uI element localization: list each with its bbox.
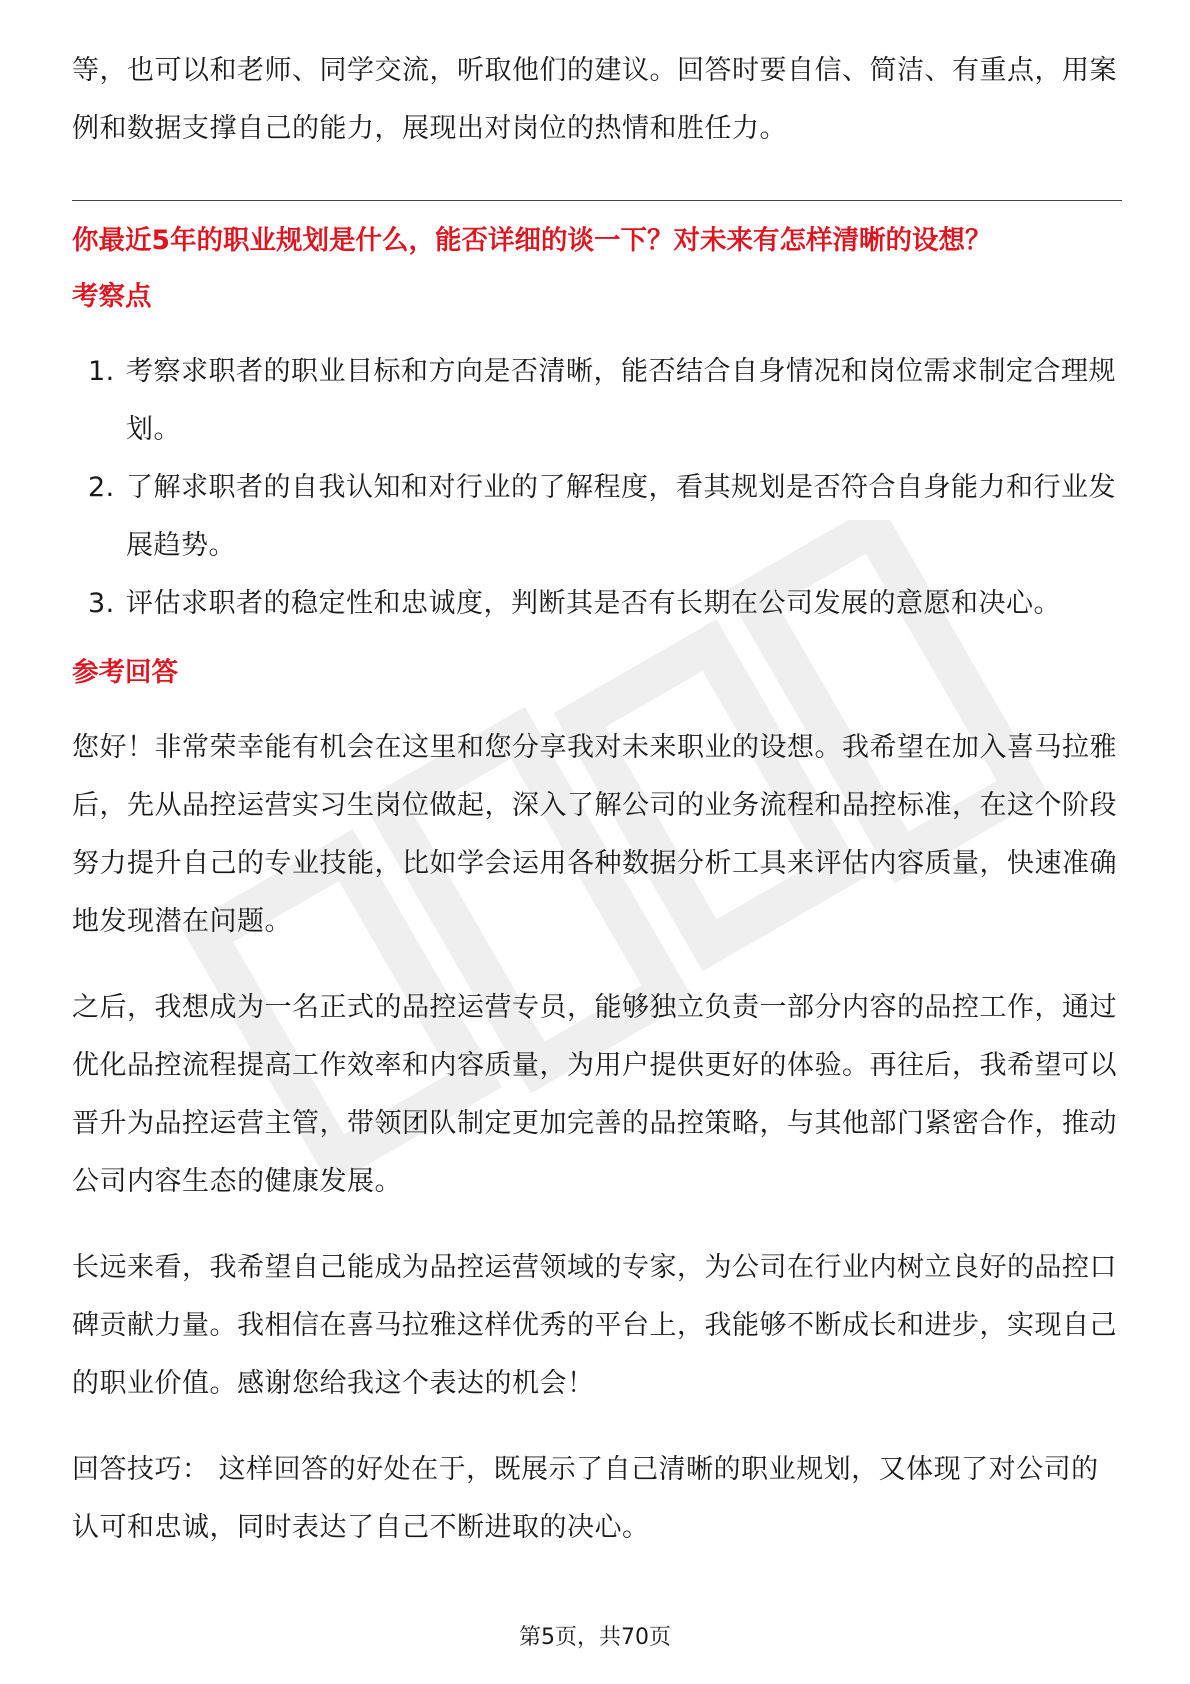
interview-question: 你最近5年的职业规划是什么，能否详细的谈一下？对未来有怎样清晰的设想？ [72, 225, 992, 256]
checkpoint-item [72, 343, 1122, 459]
checkpoint-item [72, 575, 1122, 633]
intro-paragraph: 等，也可以和老师、同学交流，听取他们的建议。回答时要自信、简洁、有重点，用案例和数据支撑自己的能力，展现出对岗位的热情和胜任力。 [72, 55, 1117, 144]
checkpoint-text: 评估求职者的稳定性和忠诚度，判断其是否有长期在公司发展的意愿和决心。 [126, 588, 1061, 619]
checkpoint-number: 3. [88, 588, 115, 619]
answer-paragraph: 您好！非常荣幸能有机会在这里和您分享我对未来职业的设想。我希望在加入喜马拉雅后，先从品控运营实习生岗位做起，深入了解公司的业务流程和品控标准，在这个阶段努力提升自己的专业技能，比如学会运用各种数据分析工具来评估内容质量，快速准确地发现潜在问题。 [72, 732, 1117, 937]
section-divider [72, 200, 1122, 201]
checkpoints-list [72, 343, 1122, 633]
document-page [72, 40, 1122, 1557]
checkpoint-number: 1. [88, 356, 115, 387]
checkpoint-text: 考察求职者的职业目标和方向是否清晰，能否结合自身情况和岗位需求制定合理规划。 [126, 356, 1116, 445]
answer-heading: 参考回答 [72, 657, 178, 688]
page-footer: 第5页，共70页 [519, 1625, 671, 1650]
answer-paragraph: 长远来看，我希望自己能成为品控运营领域的专家，为公司在行业内树立良好的品控口碑贡献力量。我相信在喜马拉雅这样优秀的平台上，我能够不断成长和进步，实现自己的职业价值。感谢您给我这个表达的机会！ [72, 1252, 1117, 1399]
answer-paragraph: 之后，我想成为一名正式的品控运营专员，能够独立负责一部分内容的品控工作，通过优化品控流程提高工作效率和内容质量，为用户提供更好的体验。再往后，我希望可以晋升为品控运营主管，带领团队制定更加完善的品控策略，与其他部门紧密合作，推动公司内容生态的健康发展。 [72, 992, 1117, 1197]
checkpoint-number: 2. [88, 472, 115, 503]
checkpoints-heading: 考察点 [72, 281, 152, 312]
answer-tips-paragraph: 回答技巧： 这样回答的好处在于，既展示了自己清晰的职业规划，又体现了对公司的认可和忠诚，同时表达了自己不断进取的决心。 [72, 1454, 1099, 1543]
checkpoint-text: 了解求职者的自我认知和对行业的了解程度，看其规划是否符合自身能力和行业发展趋势。 [126, 472, 1116, 561]
checkpoint-item [72, 459, 1122, 575]
